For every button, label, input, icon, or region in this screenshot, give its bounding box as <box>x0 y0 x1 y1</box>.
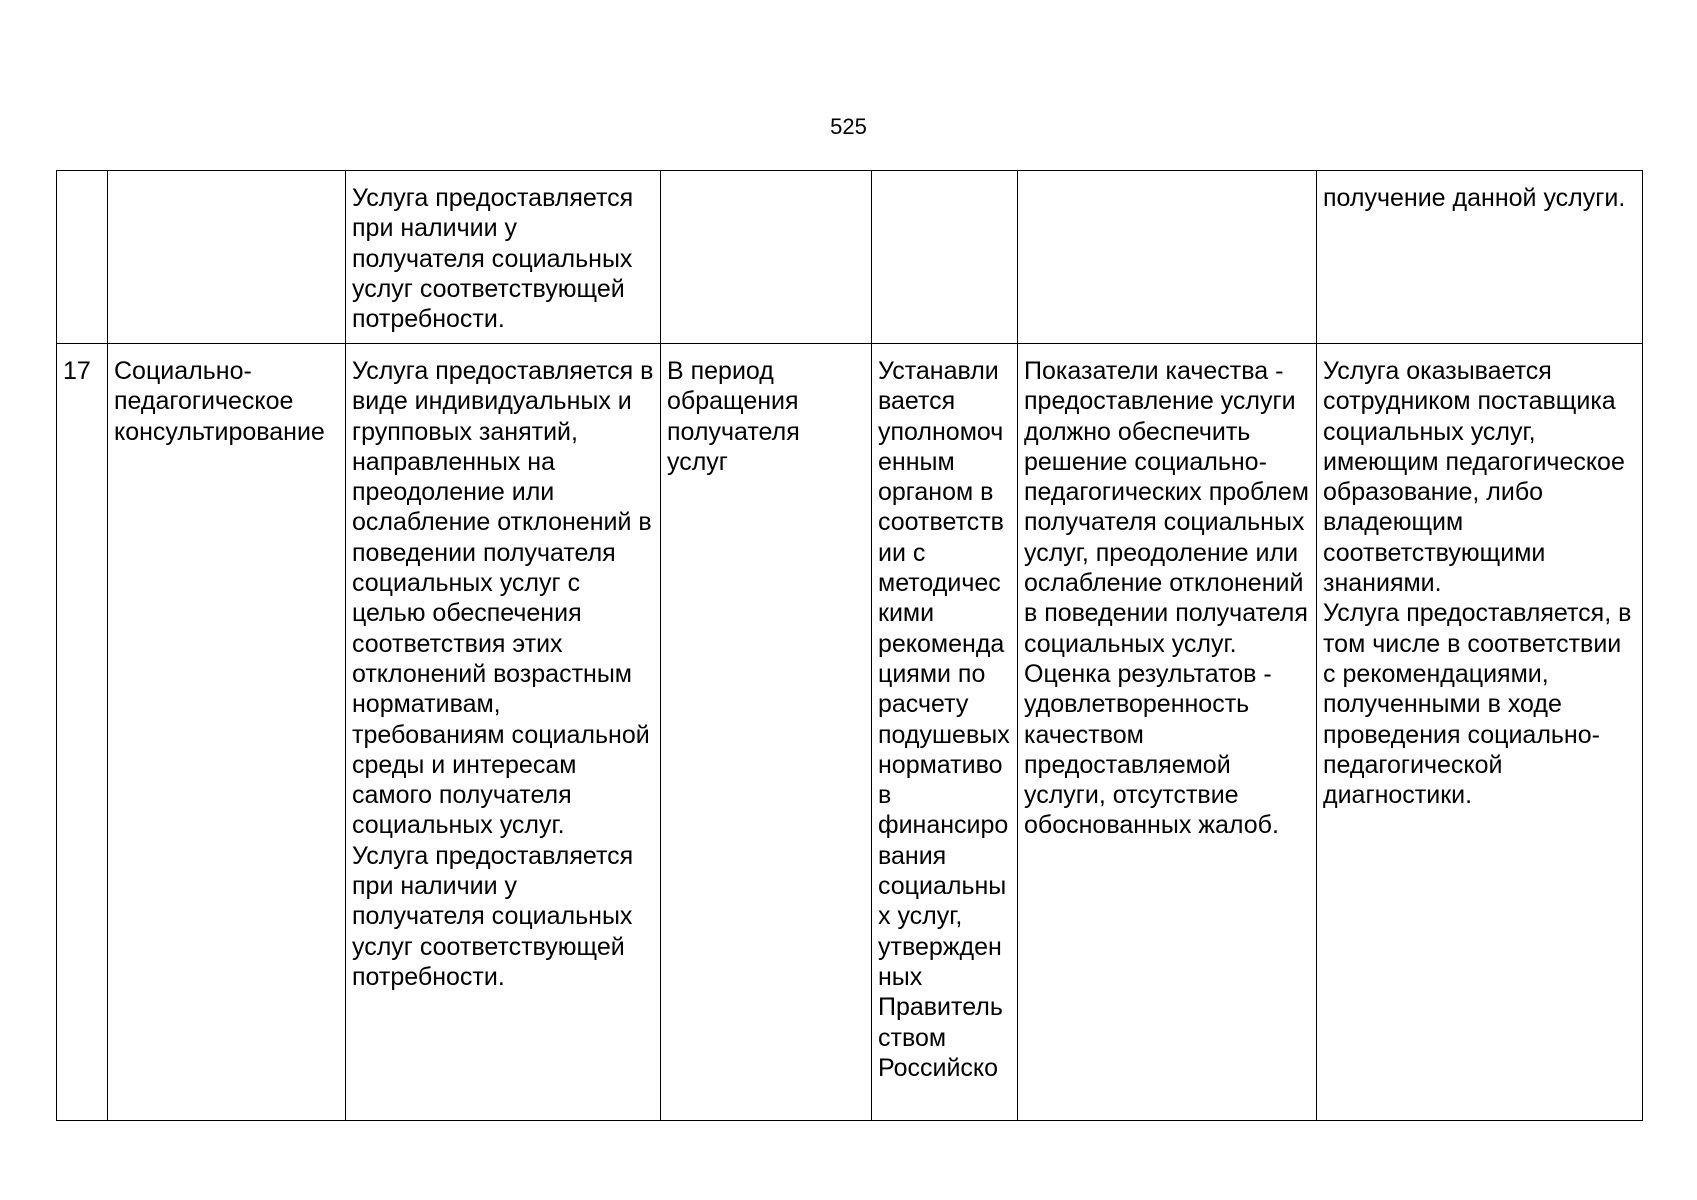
conditions-paragraph-1: Услуга оказывается сотрудником поставщика социальных услуг, имеющим педагогическое образование, либо владеющим соответствующими знаниями. <box>1323 357 1625 598</box>
description-paragraph-1: Услуга предоставляется в виде индивидуальных и групповых занятий, направленных на преодоление или ослабление отклонений в поведении получателя социальных услуг с целью обеспечения соответствия этих отклонений возрастным нормативам, требованиям социальной среды и интересам самого получателя социальных услуг. <box>352 357 654 840</box>
services-table <box>56 170 1643 1121</box>
cell-description <box>346 344 661 1121</box>
cell-conditions: получение данной услуги. <box>1317 171 1643 344</box>
cell-conditions <box>1317 344 1643 1121</box>
conditions-paragraph-2: Услуга предоставляется, в том числе в соответствии с рекомендациями, полученными в ходе проведения социально-педагогической диагностики. <box>1323 599 1632 810</box>
cell-service-name: Социально-педагогическое консультирование <box>108 344 346 1121</box>
table-row-17 <box>57 344 1643 1121</box>
cell-norm <box>872 171 1018 344</box>
cell-description: Услуга предоставляется при наличии у получателя социальных услуг соответствующей потребности. <box>346 171 661 344</box>
table-row-continuation <box>57 171 1643 344</box>
cell-period <box>661 171 872 344</box>
cell-number: 17 <box>57 344 108 1121</box>
cell-quality <box>1018 171 1317 344</box>
description-paragraph-2: Услуга предоставляется при наличии у получателя социальных услуг соответствующей потребности. <box>352 841 634 991</box>
cell-norm: Устанавливается уполномоченным органом в соответствии с методическими рекомендациями по расчету подушевых нормативов финансирования социальных услуг, утвержденных Правительством Российско <box>872 344 1018 1121</box>
page-number: 525 <box>830 114 867 139</box>
cell-service-name <box>108 171 346 344</box>
cell-period: В период обращения получателя услуг <box>661 344 872 1121</box>
cell-quality: Показатели качества - предоставление услуги должно обеспечить решение социально-педагогических проблем получателя социальных услуг, преодоление или ослабление отклонений в поведении получателя социальных услуг. Оценка результатов - удовлетворенность качеством предоставляемой услуги, отсутствие обоснованных жалоб. <box>1018 344 1317 1121</box>
cell-number <box>57 171 108 344</box>
